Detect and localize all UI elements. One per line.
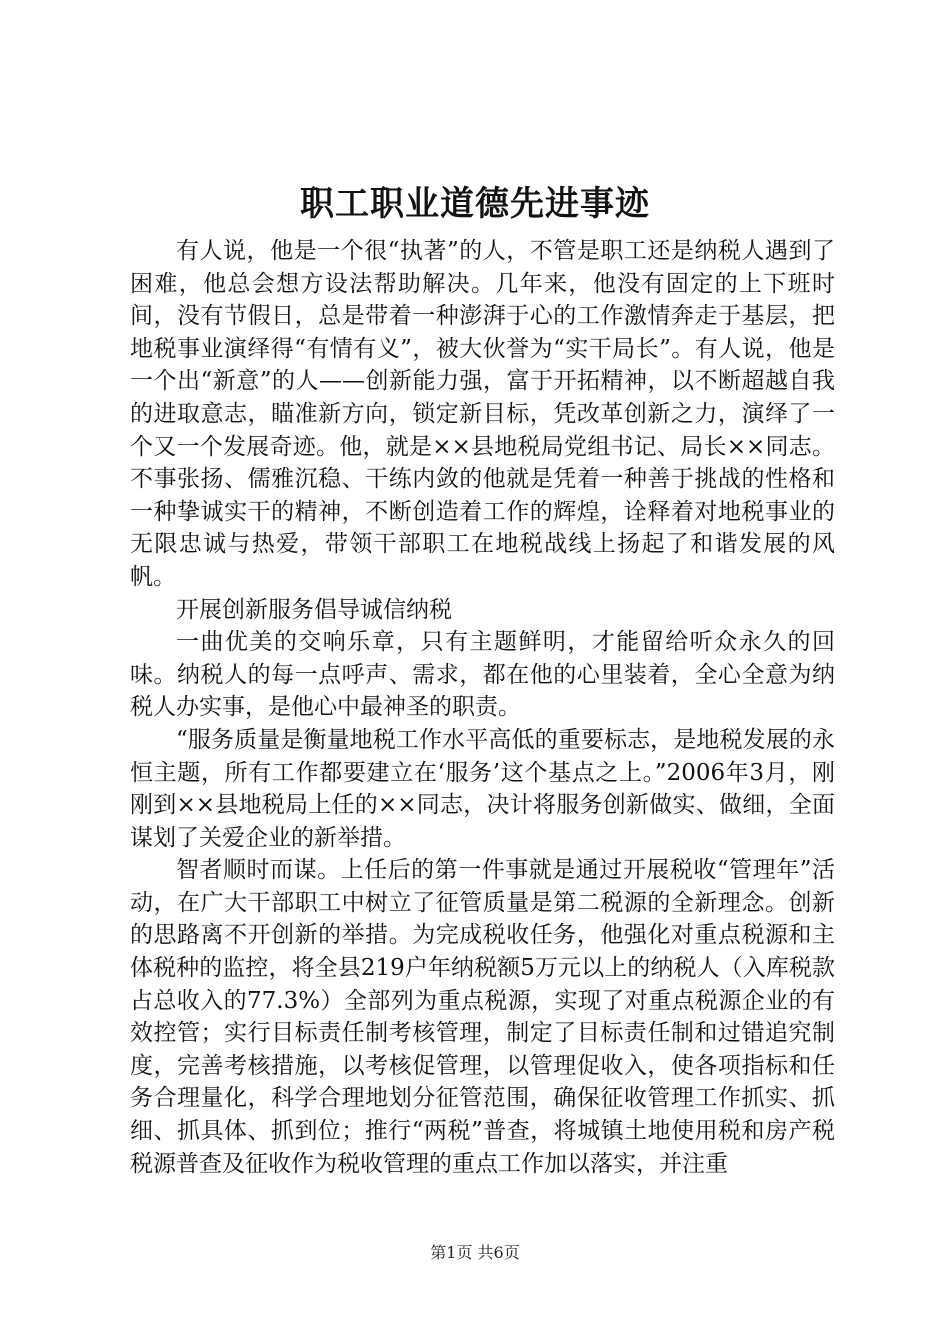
paragraph-intro: 有人说，他是一个很“执著”的人，不管是职工还是纳税人遇到了困难，他总会想方设法帮助解决。几年来，他没有固定的上下班时间，没有节假日，总是带着一种澎湃于心的工作激情奔走于基层，把地税事业演绎得“有情有义”，被大伙誉为“实干局长”。有人说，他是一个出“新意”的人——创新能力强，富于开拓精神，以不断超越自我的进取意志，瞄准新方向，锁定新目标，凭改革创新之力，演绎了一个又一个发展奇迹。他，就是××县地税局党组书记、局长××同志。不事张扬、儒雅沉稳、干练内敛的他就是凭着一种善于挑战的性格和一种挚诚实干的精神，不断创造着工作的辉煌，诠释着对地税事业的无限忠诚与热爱，带领干部职工在地税战线上扬起了和谐发展的风帆。 bbox=[130, 238, 835, 590]
paragraph-management-year: 智者顺时而谋。上任后的第一件事就是通过开展税收“管理年”活动，在广大干部职工中树立了征管质量是第二税源的全新理念。创新的思路离不开创新的举措。为完成税收任务，他强化对重点税源和主体税种的监控，将全县219户年纳税额5万元以上的纳税人（入库税款占总收入的77.3%）全部列为重点税源，实现了对重点税源企业的有效控管；实行目标责任制考核管理，制定了目标责任制和过错追究制度，完善考核措施，以考核促管理，以管理促收入，使各项指标和任务合理量化，科学合理地划分征管范围，确保征收管理工作抓实、抓细、抓具体、抓到位；推行“两税”普查，将城镇土地使用税和房产税税源普查及征收作为税收管理的重点工作加以落实，并注重 bbox=[130, 857, 835, 1177]
document-body bbox=[130, 235, 835, 1180]
document-title: 职工职业道德先进事迹 bbox=[300, 184, 650, 224]
paragraph-symphony: 一曲优美的交响乐章，只有主题鲜明，才能留给听众永久的回味。纳税人的每一点呼声、需求，都在他的心里装着，全心全意为纳税人办实事，是他心中最神圣的职责。 bbox=[130, 629, 835, 721]
paragraph-service-quality: “服务质量是衡量地税工作水平高低的重要标志，是地税发展的永恒主题，所有工作都要建立在‘服务’这个基点之上。”2006年3月，刚刚到××县地税局上任的××同志，决计将服务创新做实、做细，全面谋划了关爱企业的新举措。 bbox=[130, 726, 835, 851]
page-number-footer: 第1页 共6页 bbox=[430, 1243, 520, 1262]
section-heading: 开展创新服务倡导诚信纳税 bbox=[176, 596, 452, 623]
